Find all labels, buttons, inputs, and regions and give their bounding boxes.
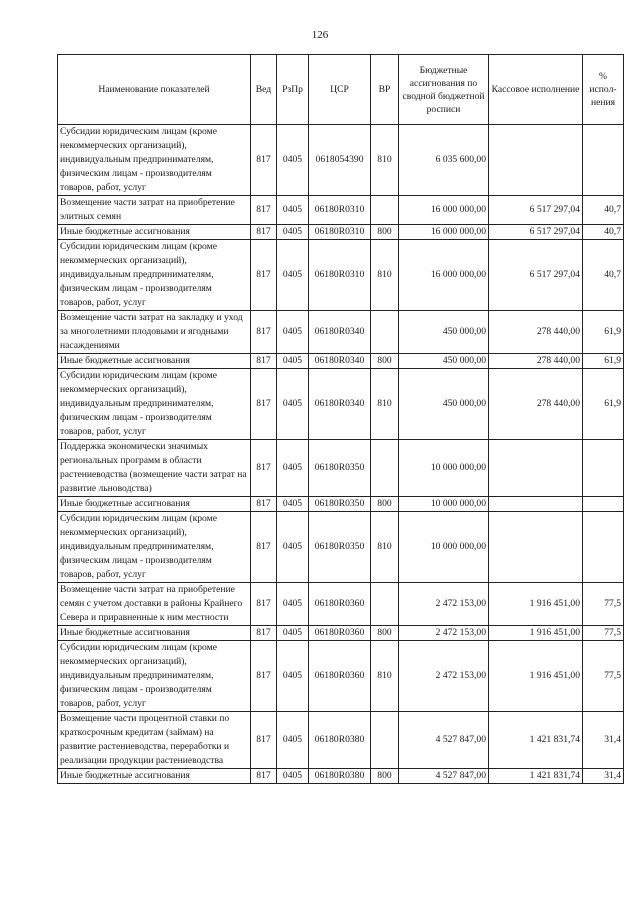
cell-pct: 77,5 <box>583 626 624 641</box>
cell-csr: 06180R0360 <box>309 626 371 641</box>
cell-budget: 6 035 600,00 <box>399 125 489 196</box>
cell-csr: 06180R0380 <box>309 769 371 784</box>
header-budget: Бюджетные ассигнования по сводной бюджетной росписи <box>399 55 489 125</box>
cell-budget: 16 000 000,00 <box>399 225 489 240</box>
cell-cash: 1 421 831,74 <box>489 769 583 784</box>
table-row <box>58 497 624 512</box>
budget-execution-table <box>57 54 624 784</box>
cell-cash <box>489 512 583 583</box>
cell-ved: 817 <box>251 196 277 225</box>
cell-ved: 817 <box>251 712 277 769</box>
cell-pct: 31,4 <box>583 712 624 769</box>
table-row <box>58 626 624 641</box>
cell-ved: 817 <box>251 440 277 497</box>
page-number: 126 <box>311 29 329 41</box>
table-row <box>58 712 624 769</box>
cell-cash: 6 517 297,04 <box>489 225 583 240</box>
header-name: Наименование показателей <box>58 55 251 125</box>
cell-budget: 4 527 847,00 <box>399 769 489 784</box>
cell-cash: 1 421 831,74 <box>489 712 583 769</box>
cell-name: Поддержка экономически значимых региональных программ в области растениеводства (возмещение части затрат на развитие льноводства) <box>58 440 251 497</box>
table-row <box>58 240 624 311</box>
cell-vr: 810 <box>371 125 399 196</box>
cell-name: Субсидии юридическим лицам (кроме некоммерческих организаций), индивидуальным предпринимателям, физическим лицам - производителям товаров, работ, услуг <box>58 512 251 583</box>
cell-pct <box>583 512 624 583</box>
cell-ved: 817 <box>251 311 277 354</box>
cell-rzpr: 0405 <box>277 641 309 712</box>
cell-vr: 810 <box>371 369 399 440</box>
cell-name: Иные бюджетные ассигнования <box>58 354 251 369</box>
header-cash: Кассовое исполнение <box>489 55 583 125</box>
cell-rzpr: 0405 <box>277 311 309 354</box>
cell-cash: 6 517 297,04 <box>489 196 583 225</box>
table-row <box>58 196 624 225</box>
cell-budget: 16 000 000,00 <box>399 240 489 311</box>
cell-rzpr: 0405 <box>277 440 309 497</box>
cell-ved: 817 <box>251 225 277 240</box>
header-ved: Вед <box>251 55 277 125</box>
cell-rzpr: 0405 <box>277 497 309 512</box>
cell-cash <box>489 497 583 512</box>
cell-rzpr: 0405 <box>277 225 309 240</box>
cell-cash <box>489 440 583 497</box>
table-header-row <box>58 55 624 125</box>
cell-vr <box>371 311 399 354</box>
cell-vr <box>371 196 399 225</box>
cell-vr: 800 <box>371 225 399 240</box>
cell-budget: 10 000 000,00 <box>399 512 489 583</box>
table-row <box>58 311 624 354</box>
cell-pct: 61,9 <box>583 354 624 369</box>
cell-vr <box>371 583 399 626</box>
cell-budget: 16 000 000,00 <box>399 196 489 225</box>
table-row <box>58 369 624 440</box>
header-vr: ВР <box>371 55 399 125</box>
cell-name: Субсидии юридическим лицам (кроме некоммерческих организаций), индивидуальным предпринимателям, физическим лицам - производителям товаров, работ, услуг <box>58 240 251 311</box>
cell-budget: 10 000 000,00 <box>399 497 489 512</box>
cell-cash: 278 440,00 <box>489 354 583 369</box>
cell-csr: 06180R0350 <box>309 440 371 497</box>
cell-csr: 06180R0310 <box>309 196 371 225</box>
cell-csr: 06180R0360 <box>309 583 371 626</box>
table-row <box>58 769 624 784</box>
cell-rzpr: 0405 <box>277 196 309 225</box>
cell-cash: 1 916 451,00 <box>489 583 583 626</box>
cell-csr: 06180R0310 <box>309 240 371 311</box>
cell-rzpr: 0405 <box>277 769 309 784</box>
cell-rzpr: 0405 <box>277 125 309 196</box>
table-row <box>58 225 624 240</box>
cell-ved: 817 <box>251 497 277 512</box>
cell-ved: 817 <box>251 354 277 369</box>
cell-pct: 31,4 <box>583 769 624 784</box>
table-row <box>58 512 624 583</box>
cell-vr: 810 <box>371 240 399 311</box>
cell-budget: 10 000 000,00 <box>399 440 489 497</box>
table-row <box>58 583 624 626</box>
cell-csr: 06180R0350 <box>309 512 371 583</box>
cell-name: Субсидии юридическим лицам (кроме некоммерческих организаций), индивидуальным предпринимателям, физическим лицам - производителям товаров, работ, услуг <box>58 125 251 196</box>
cell-csr: 06180R0310 <box>309 225 371 240</box>
cell-pct <box>583 125 624 196</box>
cell-csr: 06180R0340 <box>309 354 371 369</box>
header-pct: % испол- нения <box>583 55 624 125</box>
cell-name: Возмещение части затрат на приобретение элитных семян <box>58 196 251 225</box>
cell-vr: 810 <box>371 512 399 583</box>
cell-cash: 6 517 297,04 <box>489 240 583 311</box>
table-row <box>58 641 624 712</box>
cell-cash: 1 916 451,00 <box>489 626 583 641</box>
cell-pct: 77,5 <box>583 641 624 712</box>
cell-csr: 06180R0350 <box>309 497 371 512</box>
cell-pct <box>583 497 624 512</box>
cell-pct <box>583 440 624 497</box>
cell-ved: 817 <box>251 240 277 311</box>
cell-ved: 817 <box>251 583 277 626</box>
cell-budget: 450 000,00 <box>399 311 489 354</box>
table-row <box>58 354 624 369</box>
cell-pct: 40,7 <box>583 225 624 240</box>
cell-pct: 77,5 <box>583 583 624 626</box>
cell-vr: 800 <box>371 497 399 512</box>
cell-pct: 61,9 <box>583 369 624 440</box>
cell-csr: 06180R0340 <box>309 369 371 440</box>
cell-ved: 817 <box>251 369 277 440</box>
cell-budget: 450 000,00 <box>399 354 489 369</box>
cell-rzpr: 0405 <box>277 354 309 369</box>
cell-csr: 06180R0340 <box>309 311 371 354</box>
cell-rzpr: 0405 <box>277 712 309 769</box>
header-csr: ЦСР <box>309 55 371 125</box>
cell-vr: 800 <box>371 769 399 784</box>
cell-name: Иные бюджетные ассигнования <box>58 497 251 512</box>
cell-ved: 817 <box>251 769 277 784</box>
cell-name: Субсидии юридическим лицам (кроме некоммерческих организаций), индивидуальным предпринимателям, физическим лицам - производителям товаров, работ, услуг <box>58 641 251 712</box>
cell-vr: 800 <box>371 626 399 641</box>
cell-budget: 2 472 153,00 <box>399 626 489 641</box>
cell-pct: 40,7 <box>583 240 624 311</box>
cell-ved: 817 <box>251 641 277 712</box>
cell-vr: 800 <box>371 354 399 369</box>
cell-vr <box>371 440 399 497</box>
cell-csr: 06180R0380 <box>309 712 371 769</box>
cell-name: Иные бюджетные ассигнования <box>58 626 251 641</box>
cell-pct: 61,9 <box>583 311 624 354</box>
cell-rzpr: 0405 <box>277 240 309 311</box>
cell-budget: 2 472 153,00 <box>399 583 489 626</box>
cell-vr: 810 <box>371 641 399 712</box>
cell-vr <box>371 712 399 769</box>
table-row <box>58 125 624 196</box>
cell-rzpr: 0405 <box>277 369 309 440</box>
cell-budget: 450 000,00 <box>399 369 489 440</box>
cell-rzpr: 0405 <box>277 626 309 641</box>
table-body <box>58 125 624 784</box>
table-row <box>58 440 624 497</box>
cell-csr: 0618054390 <box>309 125 371 196</box>
cell-name: Субсидии юридическим лицам (кроме некоммерческих организаций), индивидуальным предпринимателям, физическим лицам - производителям товаров, работ, услуг <box>58 369 251 440</box>
header-rzpr: РзПр <box>277 55 309 125</box>
cell-name: Возмещение части затрат на приобретение семян с учетом доставки в районы Крайнего Севера и приравненные к ним местности <box>58 583 251 626</box>
cell-cash: 278 440,00 <box>489 369 583 440</box>
cell-budget: 4 527 847,00 <box>399 712 489 769</box>
cell-pct: 40,7 <box>583 196 624 225</box>
cell-ved: 817 <box>251 626 277 641</box>
cell-name: Возмещение части затрат на закладку и уход за многолетними плодовыми и ягодными насаждениями <box>58 311 251 354</box>
cell-name: Иные бюджетные ассигнования <box>58 769 251 784</box>
cell-budget: 2 472 153,00 <box>399 641 489 712</box>
cell-rzpr: 0405 <box>277 512 309 583</box>
cell-cash: 278 440,00 <box>489 311 583 354</box>
cell-cash <box>489 125 583 196</box>
cell-ved: 817 <box>251 512 277 583</box>
cell-csr: 06180R0360 <box>309 641 371 712</box>
cell-cash: 1 916 451,00 <box>489 641 583 712</box>
cell-name: Иные бюджетные ассигнования <box>58 225 251 240</box>
cell-name: Возмещение части процентной ставки по краткосрочным кредитам (займам) на развитие растениеводства, переработки и реализации продукции растениеводства <box>58 712 251 769</box>
cell-rzpr: 0405 <box>277 583 309 626</box>
cell-ved: 817 <box>251 125 277 196</box>
